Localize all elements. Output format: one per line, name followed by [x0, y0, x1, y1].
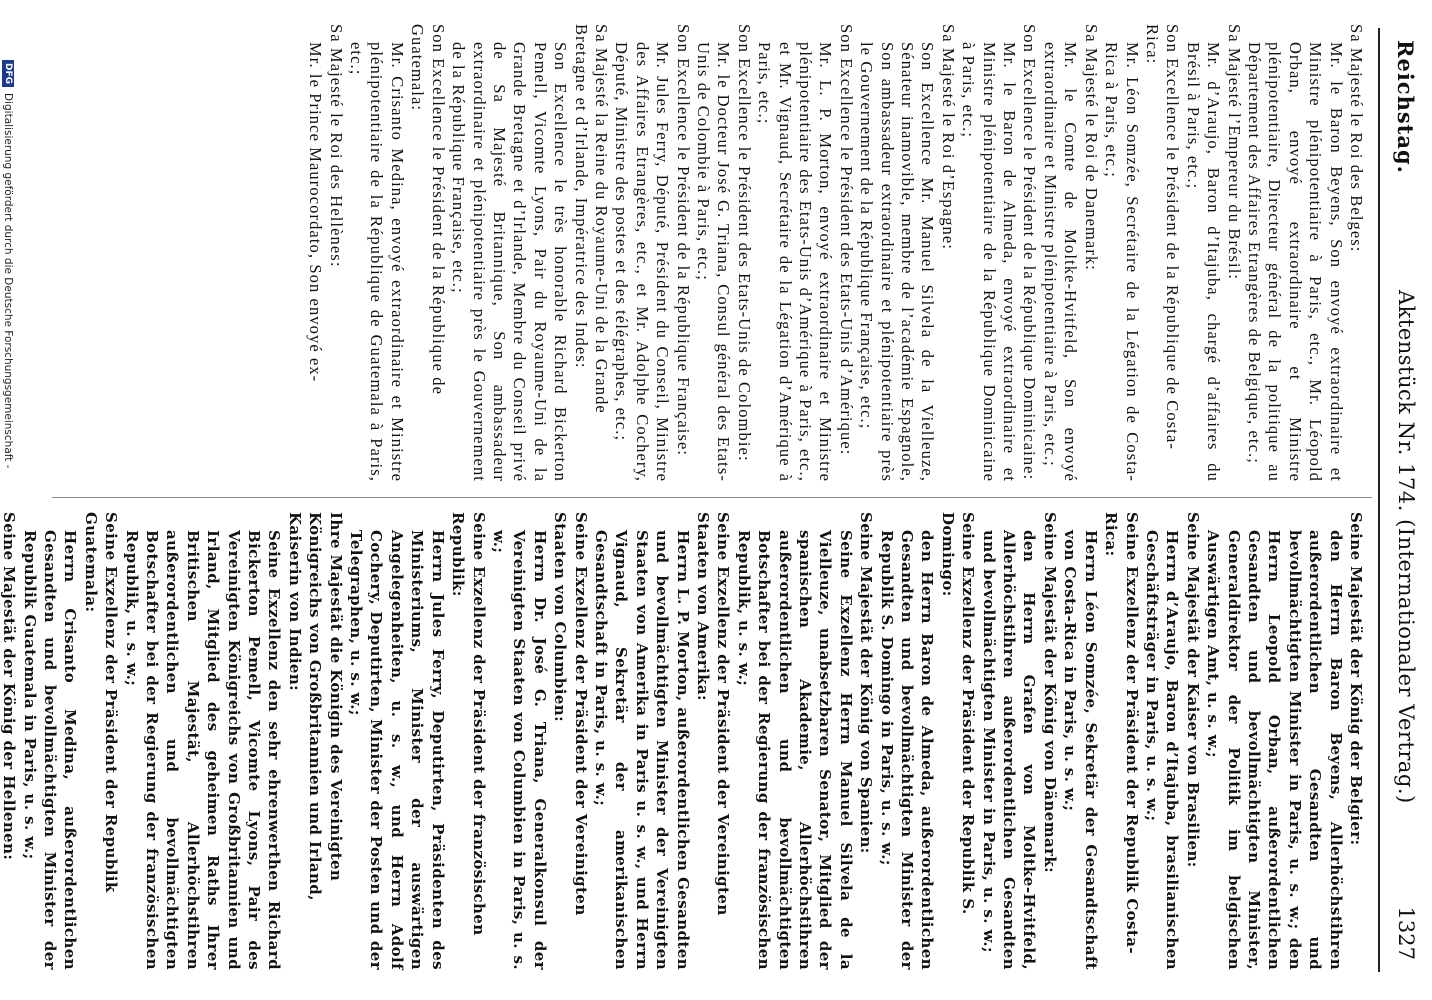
entry-body: Mr. le Baron Beyens, Son envoyé extraordinaire et Ministre plénipotentiaire à Paris, etc., Mr. Léopold Orban, envoyé extraordinaire et Ministre plénipotentiaire, Directeur général de la politique au Département des Affaires Etrangères de Belgique, etc.;	[1244, 42, 1346, 482]
entry-head: Ihre Majestät die Königin des Vereinigten Königreichs von Großbritannien und Irland, Kaiserin von Indien:	[285, 512, 345, 901]
entry-head: Seine Exzellenz der Präsident der Vereinigten Staaten von Columbien:	[551, 512, 590, 916]
entry-head: Seine Majestät der König der Hellenen:	[0, 512, 19, 861]
header-left: Reichstag.	[1393, 40, 1418, 174]
entry-head: Sa Majesté le Roi des Hellènes:	[326, 24, 346, 268]
entry-body: den Herrn Baron de Almeda, außerordentlichen Gesandten und bevollmächtigten Minister der Republik S. Domingo in Paris, u. s. w.;	[877, 530, 937, 970]
running-head	[1386, 40, 1426, 960]
entry	[448, 24, 611, 482]
page-number: 1327	[1394, 906, 1418, 960]
entry-body: Mr. le Baron de Almeda, envoyé extraordinaire et Ministre plénipotentiaire de la République Dominicaine à Paris, etc.;	[959, 42, 1020, 482]
german-column	[0, 512, 1366, 970]
entry-body: Son Excellence le très honorable Richard Bickerton Pemell, Vicomte Lyons, Pair du Royaume-Uni de la Grande Bretagne et d’Irlande, Membre du Conseil privé de Sa Majesté Britannique, Son ambassadeur extraordinaire et plénipotentiaire près le Gouvernement de la République Française, etc.;	[449, 42, 571, 482]
entry	[856, 24, 958, 482]
entry	[346, 24, 448, 482]
entry-head: Sa Majesté l’Empereur du Brésil:	[1224, 24, 1244, 281]
entry	[1040, 24, 1101, 482]
entry	[1182, 24, 1243, 482]
entry	[489, 512, 591, 970]
entry-body: Herrn L. P. Morton, außerordentlichen Gesandten und bevollmächtigten Minister der Vereinigten Staaten von Amerika in Paris u. s. w., und Herrn Vignaud, Sekretär der amerikanischen Gesandtschaft in Paris, u. s. w.;	[591, 530, 692, 970]
entry-body: Mr. le Docteur José G. Triana, Consul général des Etats-Unis de Colombie à Paris, etc.;	[694, 42, 734, 482]
entry-head: Seine Majestät der König von Dänemark:	[1040, 512, 1059, 874]
entry	[876, 512, 978, 970]
entry	[305, 24, 346, 482]
entry-body: Herrn Dr. José G. Triana, Generalkonsul der Vereinigten Staaten von Columbien in Paris, u. s. w.;	[489, 530, 549, 970]
entry-head: Seine Exzellenz der Präsident der Republik S. Domingo:	[938, 512, 978, 915]
entry-head: Seine Exzellenz der Präsident der Vereinigten Staaten von Amerika:	[694, 512, 733, 916]
entry-head: Son Excellence le Président de la République de Costa-Rica:	[1142, 24, 1183, 450]
entry-head: Seine Majestät der Kaiser von Brasilien:	[1183, 512, 1202, 868]
entry-body: Herrn Léon Somzée, Sekretär der Gesandtschaft von Costa-Rica in Paris, u. s. w.;	[1061, 530, 1100, 970]
entry-head: Son Excellence le Président des Etats-Unis d’Amérique:	[836, 24, 856, 456]
entry-head: Son Excellence le Président des Etats-Unis de Colombie:	[734, 24, 754, 462]
entry	[978, 512, 1060, 970]
credit-text: Digitalisierung gefördert durch die Deutsche Forschungsgemeinschaft -	[2, 93, 14, 469]
entry-head: Seine Exzellenz der Präsident der französischen Republik:	[449, 512, 488, 936]
entry-head: Seine Majestät der König von Spanien:	[857, 512, 876, 854]
entry	[346, 512, 489, 970]
entry-head: Son Excellence le Président de la République de Guatemala:	[408, 24, 448, 396]
entry	[1203, 512, 1366, 970]
entry-head: Seine Exzellenz der Präsident der Republik Guatemala:	[81, 512, 121, 893]
french-column	[305, 24, 1366, 482]
entry-head: Sa Majesté le Roi des Belges:	[1347, 24, 1366, 253]
entry-body: den Herrn Baron Beyens, Allerhöchstihren außerordentlichen Gesandten und bevollmächtigten Minister in Paris, u. s. w.; den Herrn Leopold Orban, außerordentlichen Gesandten und bevollmächtigten Minister, Generaldirektor der Politik im belgischen Auswärtigen Amt, u. s. w.;	[1204, 530, 1345, 970]
entry	[19, 512, 121, 970]
entry-head: Sa Majesté le Roi de Danemark:	[1081, 24, 1101, 271]
entry-body: Mr. le Prince Maurocordato, Son envoyé ex-	[306, 42, 326, 383]
entry	[591, 512, 734, 970]
entry	[1142, 512, 1203, 970]
entry	[1101, 24, 1183, 482]
entry-body: Herrn Crisanto Medina, außerordentlichen Gesandten und bevollmächtigten Minister der Republik Guatemala in Paris, u. s. w.;	[20, 530, 80, 970]
entry	[1060, 512, 1142, 970]
header-rule	[1378, 28, 1380, 972]
entry-body: Mr. L. P. Morton, envoyé extraordinaire et Ministre plénipotentiaire des Etats-Unis d’Amérique à Paris, etc., et Mr. Vignaud, Secrétaire de la Légation d’Amérique à Paris, etc.;	[755, 42, 836, 482]
entry	[958, 24, 1040, 482]
entry-body: Seine Exzellenz den sehr ehrenwerthen Richard Bickerton Pemell, Vicomte Lyons, Pair des Vereinigten Königreichs von Großbritannien und Irland, Mitglied des geheimen Raths Ihrer Britischen Majestät, Allerhöchstihren außerordentlichen und bevollmächtigten Botschafter bei der Regierung der französischen Republik, u. s. w.;	[122, 530, 284, 970]
entry	[121, 512, 345, 970]
entry	[733, 512, 876, 970]
digitization-credit	[2, 60, 14, 660]
entry-head: Seine Majestät der König der Belgier:	[1347, 512, 1365, 846]
column-divider	[52, 497, 1372, 498]
entry	[754, 24, 856, 482]
entry-body: Mr. Crisanto Medina, envoyé extraordinaire et Ministre plénipotentiaire de la République de Guatemala à Paris, etc.;	[347, 42, 407, 482]
entry	[1244, 24, 1366, 482]
entry-body: Mr. d’Araujo, Baron d’Itajuba, chargé d’affaires du Brésil à Paris, etc.;	[1183, 42, 1224, 482]
entry-body: Mr. le Comte de Moltke-Hvitfeld, Son envoyé extraordinaire et Ministre plénipotentiaire à Paris, etc.;	[1040, 42, 1081, 482]
entry-body: den Herrn Grafen von Moltke-Hvitfeld, Allerhöchstihren außerordentlichen Gesandten und bevollmächtigten Minister in Paris, u. s. w.;	[979, 530, 1039, 970]
entry-head: Son Excellence le Président de la République Dominicaine:	[1020, 24, 1040, 481]
dfg-logo: DFG	[2, 60, 14, 87]
entry-head: Seine Exzellenz der Präsident der Republik Costa-Rica:	[1102, 512, 1141, 954]
entry-head: Son Excellence le Président de la République Française:	[673, 24, 693, 457]
entry-body: Herrn d’Araujo, Baron d’Itajuba, brasilianischen Geschäftsträger in Paris, u. s. w.;	[1142, 530, 1182, 970]
entry-head: Sa Majesté le Roi d’Espagne:	[938, 24, 958, 251]
entry-body: Mr. Jules Ferry, Député, Président du Conseil, Ministre des Affaires Etrangères, etc., et Mr. Adolphe Cochery, Député, Ministre des postes et des télégraphes, etc.;	[612, 42, 673, 482]
entry-head: Sa Majesté la Reine du Royaume-Uni de la Grande Bretagne et d’Irlande, Impératrice des Indes:	[571, 24, 611, 414]
entry-body: Seine Exzellenz Herrn Manuel Silvela de la Vielleuze, unabsetzbaren Senator, Mitglied der spanischen Akademie, Allerhöchstihren außerordentlichen und bevollmächtigten Botschafter bei der Regierung der französischen Republik, u. s. w.;	[734, 530, 855, 970]
entry	[611, 24, 693, 482]
entry-body: Mr. Léon Somzée, Secrétaire de la Légation de Costa-Rica à Paris, etc.;	[1102, 42, 1142, 482]
entry-body: Herrn Jules Ferry, Deputirten, Präsidenten des Ministeriums, Minister der auswärtigen Angelegenheiten, u. s. w., und Herrn Adolf Cochery, Deputirten, Minister der Posten und der Telegraphen, u. s. w.;	[347, 530, 447, 970]
header-center: Aktenstück Nr. 174. (Internationaler Vertrag.)	[1394, 290, 1418, 804]
entry-body: Son Excellence Mr. Manuel Silvela de la Vielleuze, Sénateur inamovible, membre de l’académie Espagnole, Son ambassadeur extraordinaire et plénipotentiaire près le Gouvernement de la République Française, etc.;	[857, 42, 938, 482]
entry	[693, 24, 754, 482]
